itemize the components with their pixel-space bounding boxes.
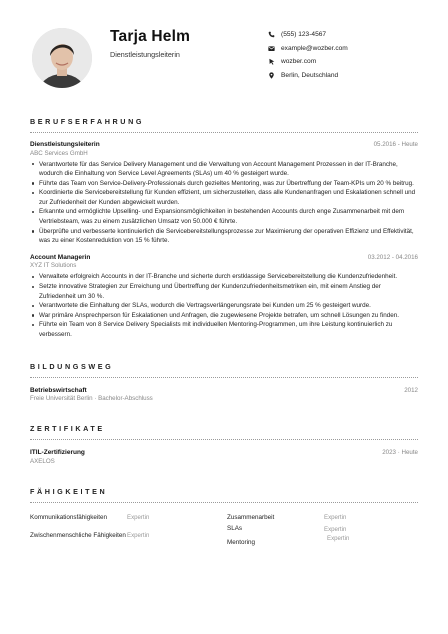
skill-level: Expertin [127, 513, 150, 521]
job-bullets [30, 272, 418, 339]
job-company: ABC Services GmbH [30, 149, 88, 157]
job-bullet: Verwaltete erfolgreich Accounts in der IT-Branche und sicherte durch erstklassige Servicebereitstellung die Kundenzufriedenheit. [30, 272, 418, 282]
section-title-experience: BERUFSERFAHRUNG [30, 117, 145, 126]
job-dates: 05.2016 - Heute [373, 141, 418, 148]
certificate-issuer: AXELOS [30, 457, 55, 465]
contact-location [268, 69, 348, 83]
phone-icon [268, 31, 275, 38]
job-bullet: Verantwortete die Einhaltung der SLAs, wodurch die Vertragsverlängerungsrate bei Kunden um 25 % gesteigert wurde. [30, 301, 418, 311]
job-bullet: Überprüfte und verbesserte kontinuierlich die Servicebereitstellungsprozesse zur Maximierung der operativen Effizienz und Effektivität, was zu einer Kostenreduktion von 15 % führte. [30, 227, 418, 246]
section-divider [30, 502, 418, 503]
skill-name: Kommunikationsfähigkeiten [30, 513, 108, 521]
skill-level: Expertin [324, 513, 347, 521]
job-bullet: Führte das Team von Service-Delivery-Professionals durch gezieltes Mentoring, was zur Übertreffung der Team-KPIs um 20 % beitrug. [30, 179, 418, 189]
section-divider [30, 377, 418, 378]
mail-icon [268, 45, 275, 52]
section-divider [30, 132, 418, 133]
degree-title: Betriebswirtschaft [30, 386, 87, 394]
job-company: XYZ IT Solutions [30, 262, 77, 270]
section-title-certificates: ZERTIFIKATE [30, 424, 105, 433]
skill-name: Mentoring [227, 538, 256, 546]
job-bullet: Setzte innovative Strategien zur Erreichung und Übertreffung der Kundenzufriedenheitsmetriken ein, mit einem Anstieg der Zufriedenheit um 30 %. [30, 282, 418, 301]
education-year: 2012 [404, 386, 418, 394]
person-name: Tarja Helm [110, 28, 191, 45]
section-divider [30, 439, 418, 440]
certificate-dates: 2023 · Heute [382, 449, 418, 456]
experience-section [30, 117, 418, 340]
education-section [30, 362, 418, 403]
job-title: Dienstleistungsleiterin [30, 141, 100, 148]
contact-phone [268, 28, 348, 42]
skill-name: Zwischenmenschliche Fähigkeiten [30, 531, 126, 539]
job-bullet: Führte ein Team von 8 Service Delivery Specialists mit individuellen Mentoring-Programmen, um ihre Leistung kontinuierlich zu verbessern. [30, 320, 418, 339]
certificates-section [30, 424, 418, 465]
section-title-education: BILDUNGSWEG [30, 361, 114, 371]
experience-item [30, 141, 418, 246]
profile-photo [32, 28, 92, 88]
skill-name: Zusammenarbeit [227, 513, 275, 521]
skill-level: Expertin [127, 531, 150, 539]
location-icon [268, 72, 275, 79]
contact-location-text: Berlin, Deutschland [281, 71, 339, 79]
contact-phone-text: (555) 123-4567 [281, 31, 327, 39]
job-dates: 03.2012 - 04.2016 [367, 253, 418, 261]
job-bullet: Erkannte und ermöglichte Upselling- und Expansionsmöglichkeiten in bestehenden Accounts durch enge Zusammenarbeit mit dem Vertriebsteam, was zu einem zusätzlichen Umsatz von 50.000 € führte. [30, 207, 418, 226]
job-bullet: War primäre Ansprechperson für Eskalationen und Anfragen, die zugewiesene Projekte betrafen, um schnell Lösungen zu finden. [30, 311, 418, 321]
education-school: Freie Universität Berlin · Bachelor-Abschluss [30, 395, 153, 402]
contact-website[interactable] [268, 55, 348, 69]
experience-item [30, 254, 418, 340]
contact-email-text[interactable]: example@wozber.com [281, 44, 348, 52]
job-bullets [30, 160, 418, 246]
certificate-name: ITIL-Zertifizierung [30, 449, 85, 456]
person-role: Dienstleistungsleiterin [110, 50, 180, 59]
job-title: Account Managerin [30, 253, 91, 261]
skill-name: SLAs [227, 524, 243, 532]
contact-list [268, 28, 348, 82]
section-title-skills: FÄHIGKEITEN [30, 486, 108, 496]
skills-section [30, 487, 418, 547]
link-icon [268, 58, 275, 65]
job-bullet: Koordinierte die Servicebereitstellung für Kunden effizient, um sicherzustellen, dass alle Kundenanfragen und Eskalationen schnell und zur Zufriedenheit der Kunden abgewickelt wurden. [30, 188, 418, 207]
skill-level: Expertin [327, 534, 350, 542]
skill-level: Expertin [324, 525, 347, 533]
resume-header [30, 0, 418, 108]
contact-website-text[interactable]: wozber.com [281, 58, 317, 66]
skills-grid [30, 511, 418, 547]
contact-email[interactable] [268, 42, 348, 56]
job-bullet: Verantwortete für das Service Delivery Management und die Verwaltung von Account Management Prozessen in der IT-Branche, wodurch die Einhaltung von Service Level Agreements (SLAs) um 40 % gesteigert wurde. [30, 160, 418, 179]
